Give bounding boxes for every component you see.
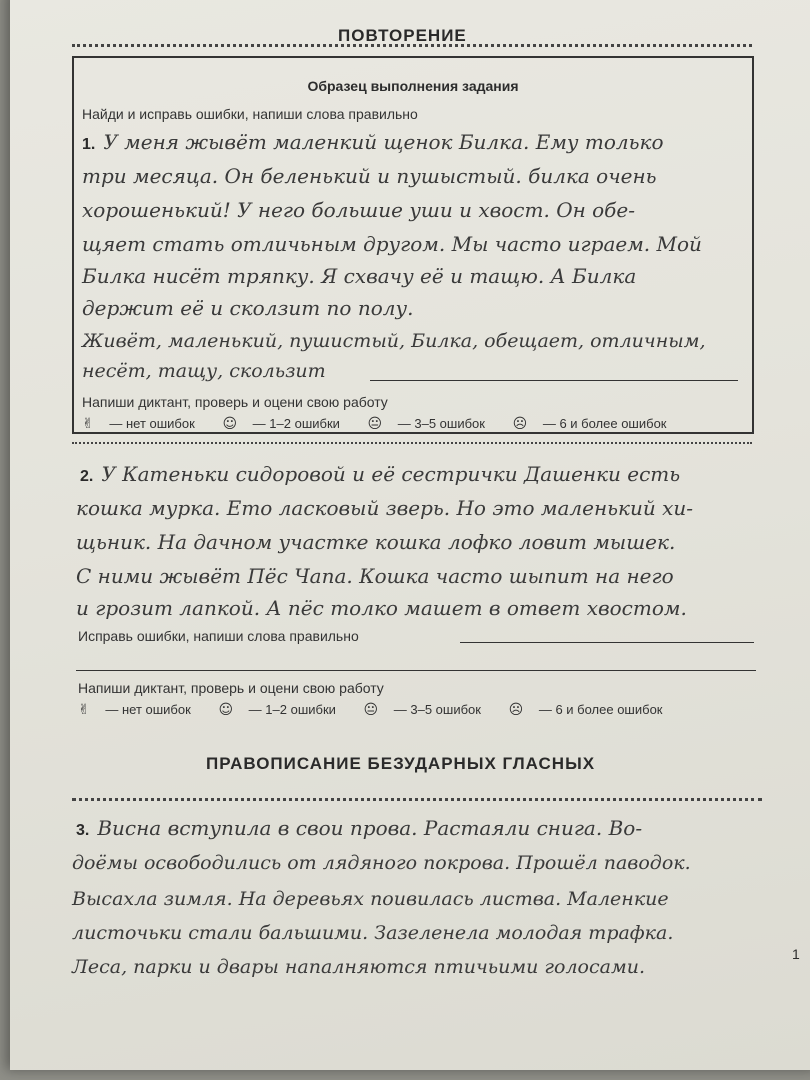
task3-number: 3. [76, 822, 90, 839]
task2-line-3: щьник. На дачном участке кошка лофко ловит мышек. [76, 530, 676, 554]
neutral-face-icon: 😐 [363, 702, 379, 718]
legend-item: ✌ — нет ошибок [82, 416, 195, 432]
sample-number: 1. [82, 136, 96, 153]
thumbs-up-icon: ✌ [78, 702, 90, 718]
sample-line-2: три месяца. Он беленький и пушыстый. билка очень [82, 164, 657, 188]
task2-line-5: и грозит лапкой. А пёс толко машет в ответ хвостом. [76, 596, 687, 620]
legend-item: ☺ — 1–2 ошибки [222, 416, 340, 432]
sample-answer-line-2: несёт, тащу, скользит [82, 360, 326, 382]
sad-face-icon: ☹ [512, 416, 528, 432]
task2-line-4: С ними жывёт Пёс Чапа. Кошка часто шыпит на него [76, 564, 674, 588]
page-number: 1 [792, 946, 800, 962]
legend-item: ☹ — 6 и более ошибок [512, 416, 667, 432]
sample-instruction: Найди и исправь ошибки, напиши слова правильно [82, 106, 418, 122]
task2-legend [78, 702, 687, 718]
task2-dictation: Напиши диктант, проверь и оцени свою работу [78, 680, 384, 696]
legend-item: 😐 — 3–5 ошибок [367, 416, 485, 432]
smile-icon: ☺ [222, 416, 238, 432]
legend-item: ☺ — 1–2 ошибки [218, 702, 336, 718]
sample-legend [82, 416, 691, 432]
task2-line-2: кошка мурка. Ето ласковый зверь. Но это маленький хи- [76, 496, 694, 520]
sample-line-6: держит её и сколзит по полу. [82, 296, 414, 320]
task3-line-1: 3. Висна вступила в свои прова. Растаяли снига. Во- [76, 816, 643, 840]
sample-answer-line-1: Живёт, маленький, пушистый, Билка, обещает, отличным, [82, 330, 706, 352]
task2-instruction: Исправь ошибки, напиши слова правильно [78, 628, 359, 644]
task3-line-5: Леса, парки и двары напалняются птичьими голосами. [72, 956, 645, 978]
task3-line-2: доёмы освободились от лядяного покрова. Прошёл паводок. [72, 852, 691, 874]
sample-line-1: 1. У меня жывёт маленкий щенок Билка. Ему только [82, 130, 664, 154]
task2-answer-line-1 [460, 642, 754, 643]
sample-title: Образец выполнения задания [307, 78, 519, 94]
smile-icon: ☺ [218, 702, 234, 718]
sample-answer-underline [370, 380, 738, 381]
legend-item: ☹ — 6 и более ошибок [508, 702, 663, 718]
sample-line-5: Билка нисёт тряпку. Я схвачу её и тащю. А Билка [82, 264, 637, 288]
sample-box [72, 56, 754, 434]
legend-item: 😐 — 3–5 ошибок [363, 702, 481, 718]
sample-line-3: хорошенький! У него большие уши и хвост. Он обе- [82, 198, 635, 222]
task3-line-4: листочьки стали бальшими. Зазеленела молодая трафка. [72, 922, 674, 944]
thumbs-up-icon: ✌ [82, 416, 94, 432]
sad-face-icon: ☹ [508, 702, 524, 718]
section2-dotted-rule [72, 798, 762, 801]
task3-line-3: Высахла зимля. На деревьях поивилась листва. Маленкие [72, 888, 669, 910]
section-title-unstressed-vowels: ПРАВОПИСАНИЕ БЕЗУДАРНЫХ ГЛАСНЫХ [206, 754, 596, 773]
sample-line-4: щяет стать отличьным другом. Мы часто играем. Мой [82, 232, 702, 256]
task2-number: 2. [80, 468, 94, 485]
section-title-repetition: ПОВТОРЕНИЕ [338, 26, 467, 45]
workbook-page [10, 0, 810, 1070]
task2-line-1: 2. У Катеньки сидоровой и её сестрички Дашенки есть [80, 462, 681, 486]
legend-item: ✌ — нет ошибок [78, 702, 191, 718]
sample-dictation: Напиши диктант, проверь и оцени свою работу [82, 394, 388, 410]
neutral-face-icon: 😐 [367, 416, 383, 432]
task2-answer-line-2 [76, 670, 756, 671]
task2-top-dotted-rule [72, 442, 752, 444]
